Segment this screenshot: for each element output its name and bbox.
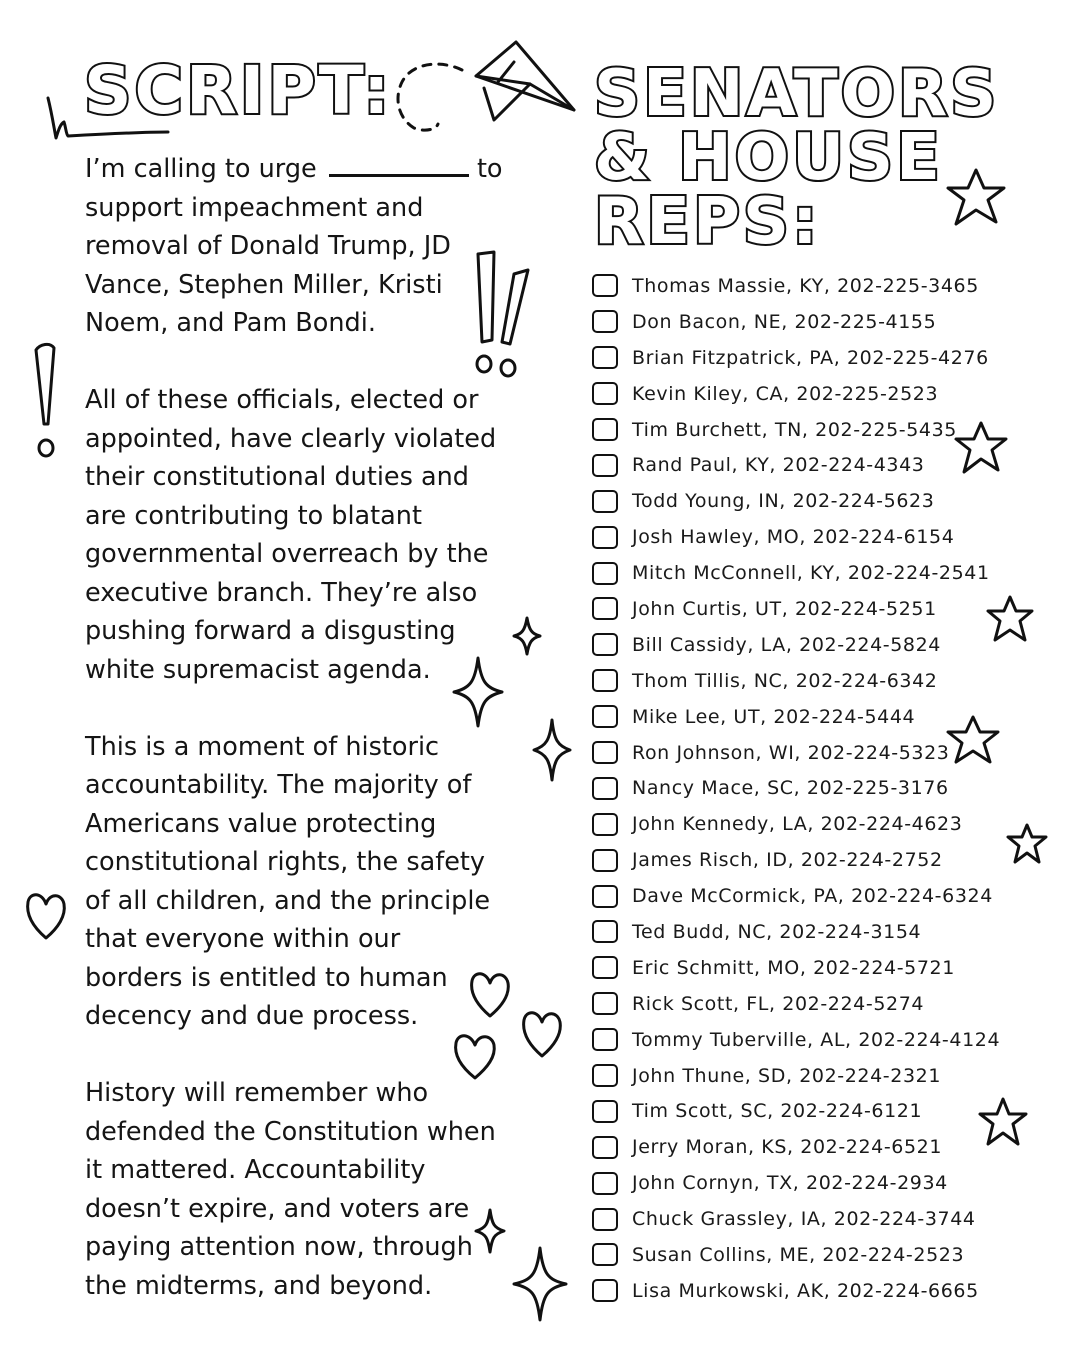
script-paragraph-4: History will remember who defended the Constitution when it mattered. Accountability doesn’t expire, and voters are paying attention now, through the midterms, and beyond.: [85, 1078, 496, 1301]
rep-contact-text: Eric Schmitt, MO, 202-224-5721: [632, 956, 955, 979]
rep-contact-text: Brian Fitzpatrick, PA, 202-225-4276: [632, 346, 989, 369]
rep-checkbox[interactable]: [592, 1243, 618, 1266]
rep-contact-text: Bill Cassidy, LA, 202-224-5824: [632, 633, 941, 656]
rep-contact-text: Ron Johnson, WI, 202-224-5323: [632, 741, 950, 764]
rep-contact-text: Don Bacon, NE, 202-225-4155: [632, 310, 937, 333]
rep-checkbox[interactable]: [592, 669, 618, 692]
reps-title-line-3: REPS:: [594, 185, 821, 259]
reps-title-line-2: & HOUSE: [594, 121, 943, 195]
rep-checkbox[interactable]: [592, 382, 618, 405]
sparkle-icon: [474, 1208, 506, 1254]
rep-checkbox[interactable]: [592, 1172, 618, 1195]
script-paragraph-3: This is a moment of historic accountability. The majority of Americans value protecting constitutional rights, the safety of all children, and the principle that everyone within our borders is entitled to human decency and due process.: [85, 731, 491, 1031]
heart-icon: [468, 968, 512, 1020]
rep-list-item: [592, 268, 1062, 304]
rep-checkbox[interactable]: [592, 777, 618, 800]
rep-checkbox[interactable]: [592, 849, 618, 872]
heart-icon: [24, 888, 68, 942]
rep-checkbox[interactable]: [592, 705, 618, 728]
sparkle-icon: [512, 616, 542, 656]
rep-contact-text: Rand Paul, KY, 202-224-4343: [632, 454, 925, 477]
rep-contact-text: Rick Scott, FL, 202-224-5274: [632, 992, 925, 1015]
reps-title-line-1: SENATORS: [594, 57, 1000, 131]
rep-checkbox[interactable]: [592, 274, 618, 297]
rep-list-item: [592, 519, 1062, 555]
rep-checkbox[interactable]: [592, 1100, 618, 1123]
rep-checkbox[interactable]: [592, 956, 618, 979]
rep-list-item: [592, 986, 1062, 1022]
rep-contact-text: Dave McCormick, PA, 202-224-6324: [632, 885, 993, 908]
rep-contact-text: Chuck Grassley, IA, 202-224-3744: [632, 1208, 976, 1231]
rep-checkbox[interactable]: [592, 1279, 618, 1302]
rep-checkbox[interactable]: [592, 418, 618, 441]
star-icon: [944, 166, 1008, 230]
rep-list-item: [592, 1273, 1062, 1309]
rep-list-item: [592, 1201, 1062, 1237]
rep-checkbox[interactable]: [592, 741, 618, 764]
rep-checkbox[interactable]: [592, 526, 618, 549]
rep-contact-text: Mike Lee, UT, 202-224-5444: [632, 705, 916, 728]
script-title: SCRIPT:: [84, 52, 393, 129]
rep-contact-text: Susan Collins, ME, 202-224-2523: [632, 1243, 965, 1266]
star-icon: [1004, 822, 1050, 866]
rep-checkbox[interactable]: [592, 490, 618, 513]
sparkle-icon: [450, 656, 506, 728]
rep-checkbox[interactable]: [592, 992, 618, 1015]
paper-plane-icon: [470, 38, 580, 124]
rep-list-item: [592, 914, 1062, 950]
rep-list-item: [592, 770, 1062, 806]
rep-contact-text: Ted Budd, NC, 202-224-3154: [632, 920, 922, 943]
rep-contact-text: Tim Burchett, TN, 202-225-5435: [632, 418, 957, 441]
rep-contact-text: Thomas Massie, KY, 202-225-3465: [632, 274, 979, 297]
rep-checkbox[interactable]: [592, 885, 618, 908]
rep-contact-text: John Thune, SD, 202-224-2321: [632, 1064, 942, 1087]
rep-list-item: [592, 878, 1062, 914]
rep-checkbox[interactable]: [592, 1208, 618, 1231]
star-icon: [976, 1096, 1030, 1148]
rep-checkbox[interactable]: [592, 1028, 618, 1051]
star-icon: [984, 594, 1036, 644]
rep-checkbox[interactable]: [592, 1136, 618, 1159]
rep-list-item: [592, 483, 1062, 519]
heart-icon: [452, 1030, 498, 1082]
rep-list-item: [592, 304, 1062, 340]
script-body: [85, 150, 505, 1344]
rep-contact-text: Kevin Kiley, CA, 202-225-2523: [632, 382, 939, 405]
rep-list-item: [592, 376, 1062, 412]
script-p1-lead: I’m calling to urge: [85, 154, 317, 184]
rep-contact-text: Tim Scott, SC, 202-224-6121: [632, 1100, 923, 1123]
heart-icon: [520, 1006, 564, 1060]
rep-checkbox[interactable]: [592, 310, 618, 333]
rep-list-item: [592, 663, 1062, 699]
rep-checkbox[interactable]: [592, 920, 618, 943]
underline-squiggle-icon: [44, 94, 174, 144]
rep-contact-text: Josh Hawley, MO, 202-224-6154: [632, 526, 955, 549]
rep-contact-text: Tommy Tuberville, AL, 202-224-4124: [632, 1028, 1001, 1051]
rep-contact-text: John Cornyn, TX, 202-224-2934: [632, 1172, 948, 1195]
rep-list-item: [592, 555, 1062, 591]
script-paragraph-2: All of these officials, elected or appointed, have clearly violated their constitutional duties and are contributing to blatant governmental overreach by the executive branch. They’re also pushing forward a disgusting white supremacist agenda.: [85, 385, 497, 685]
rep-checkbox[interactable]: [592, 813, 618, 836]
rep-contact-text: John Kennedy, LA, 202-224-4623: [632, 813, 963, 836]
reps-title: [594, 57, 1000, 259]
rep-list-item: [592, 842, 1062, 878]
rep-checkbox[interactable]: [592, 346, 618, 369]
rep-checkbox[interactable]: [592, 633, 618, 656]
rep-list-item: [592, 1237, 1062, 1273]
rep-list-item: [592, 1165, 1062, 1201]
rep-checkbox[interactable]: [592, 454, 618, 477]
script-paragraph-1: [85, 150, 505, 343]
script-p1-rest: to support impeachment and removal of Donald Trump, JD Vance, Stephen Miller, Kristi Noem, and Pam Bondi.: [85, 154, 503, 338]
sparkle-icon: [530, 718, 574, 782]
rep-checkbox[interactable]: [592, 562, 618, 585]
rep-contact-text: Todd Young, IN, 202-224-5623: [632, 490, 935, 513]
rep-list-item: [592, 1022, 1062, 1058]
star-icon: [944, 714, 1002, 766]
rep-contact-text: Thom Tillis, NC, 202-224-6342: [632, 669, 938, 692]
rep-checkbox[interactable]: [592, 597, 618, 620]
rep-list-item: [592, 950, 1062, 986]
rep-contact-text: James Risch, ID, 202-224-2752: [632, 849, 943, 872]
rep-contact-text: Lisa Murkowski, AK, 202-224-6665: [632, 1279, 979, 1302]
exclamation-icon: [470, 246, 560, 382]
rep-contact-text: Mitch McConnell, KY, 202-224-2541: [632, 562, 990, 585]
sparkle-icon: [512, 1246, 568, 1322]
rep-checkbox[interactable]: [592, 1064, 618, 1087]
star-icon: [952, 420, 1010, 476]
rep-list-item: [592, 806, 1062, 842]
rep-list-item: [592, 1058, 1062, 1094]
exclamation-icon: [30, 338, 70, 464]
rep-contact-text: Jerry Moran, KS, 202-224-6521: [632, 1136, 943, 1159]
fill-in-blank-line: [329, 174, 469, 177]
rep-contact-text: John Curtis, UT, 202-224-5251: [632, 597, 937, 620]
rep-contact-text: Nancy Mace, SC, 202-225-3176: [632, 777, 949, 800]
rep-list-item: [592, 340, 1062, 376]
